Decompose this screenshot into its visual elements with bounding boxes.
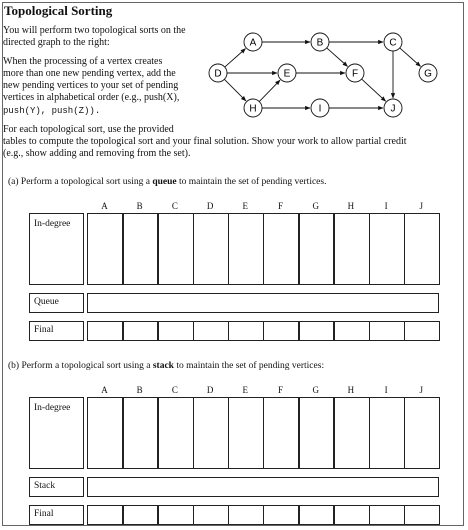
node-c (384, 33, 402, 51)
stack-table-final-cell-7[interactable] (298, 505, 335, 525)
edge-b-f (327, 48, 348, 66)
edge-f-j (362, 79, 386, 101)
edge-d-h (224, 79, 246, 101)
queue-table-indegree-cell-j[interactable] (404, 213, 441, 285)
queue-table-col-header-b: B (136, 201, 143, 211)
node-g (419, 64, 437, 82)
stack-table-final-label: Final (34, 509, 54, 519)
stack-table-stack-label: Stack (34, 481, 56, 491)
queue-table-col-header-e: E (242, 201, 249, 211)
queue-table-queue-label: Queue (34, 297, 59, 307)
stack-table-indegree-cell-h[interactable] (333, 397, 370, 469)
stack-table-indegree-cell-a[interactable] (87, 397, 124, 469)
stack-table-final-cell-4[interactable] (193, 505, 230, 525)
instruction-line: tables to compute the topological sort and your final solution. Show your work to allow partial credit (3, 136, 407, 147)
stack-table-stack-field[interactable] (87, 477, 439, 497)
stack-table-col-header-h: H (347, 385, 355, 395)
stack-table-col-header-g: G (312, 385, 319, 395)
queue-table-col-header-d: D (206, 201, 214, 211)
node-d (209, 64, 227, 82)
svg-text:J: J (390, 103, 396, 115)
stack-table-final-cell-9[interactable] (369, 505, 406, 525)
edge-h-e (259, 80, 280, 101)
queue-table-final-cell-6[interactable] (263, 321, 300, 341)
queue-table-col-header-c: C (171, 201, 178, 211)
node-b (311, 33, 329, 51)
node-e (278, 64, 296, 82)
svg-text:F: F (351, 68, 359, 80)
queue-table-col-header-f: F (277, 201, 283, 211)
stack-table-col-header-b: B (136, 385, 143, 395)
rule-line: more than one new pending vertex, add the (3, 68, 176, 79)
stack-table-final-cell-10[interactable] (404, 505, 441, 525)
stack-table-indegree-label: In-degree (34, 403, 71, 413)
stack-table-col-header-j: J (419, 385, 424, 395)
svg-text:A: A (249, 37, 257, 49)
queue-table-indegree-cell-c[interactable] (157, 213, 194, 285)
stack-table-final-cell-1[interactable] (87, 505, 124, 525)
intro-line: You will perform two topological sorts on the (3, 25, 186, 36)
queue-table-indegree-cell-i[interactable] (369, 213, 406, 285)
stack-table-col-header-c: C (171, 385, 178, 395)
stack-table-indegree-cell-f[interactable] (263, 397, 300, 469)
queue-table-indegree-cell-f[interactable] (263, 213, 300, 285)
queue-table-final-cell-9[interactable] (369, 321, 406, 341)
stack-table-final-cell-5[interactable] (228, 505, 265, 525)
queue-table-indegree-cell-h[interactable] (333, 213, 370, 285)
rule-line: new pending vertices to your set of pending (3, 80, 179, 91)
edge-c-g (400, 48, 421, 66)
queue-table-final-cell-7[interactable] (298, 321, 335, 341)
stack-table-final-cell-3[interactable] (157, 505, 194, 525)
stack-table-col-header-a: A (101, 385, 108, 395)
stack-table-indegree-cell-e[interactable] (228, 397, 265, 469)
stack-table-indegree-cell-d[interactable] (193, 397, 230, 469)
queue-table-indegree-cell-b[interactable] (122, 213, 159, 285)
stack-table-final-cell-8[interactable] (333, 505, 370, 525)
stack-table-final-cell-6[interactable] (263, 505, 300, 525)
instruction-line: For each topological sort, use the provided (3, 124, 174, 135)
rule-line: push(Y), push(Z)). (3, 106, 101, 116)
queue-table-final-cell-3[interactable] (157, 321, 194, 341)
node-j (384, 99, 402, 117)
stack-table-indegree-cell-j[interactable] (404, 397, 441, 469)
stack-table-indegree-cell-b[interactable] (122, 397, 159, 469)
queue-table-final-cell-8[interactable] (333, 321, 370, 341)
node-f (346, 64, 364, 82)
queue-table-final-cell-5[interactable] (228, 321, 265, 341)
instruction-line: (e.g., show adding and removing from the set). (3, 148, 191, 159)
svg-text:G: G (424, 68, 432, 80)
page-title: Topological Sorting (4, 3, 113, 18)
queue-table-indegree-cell-a[interactable] (87, 213, 124, 285)
svg-text:I: I (318, 103, 322, 115)
edge-d-a (225, 49, 246, 67)
queue-table-col-header-h: H (347, 201, 355, 211)
stack-table-indegree-cell-c[interactable] (157, 397, 194, 469)
queue-table-final-cell-10[interactable] (404, 321, 441, 341)
queue-table-indegree-cell-d[interactable] (193, 213, 230, 285)
stack-table-indegree-cell-g[interactable] (298, 397, 335, 469)
queue-table-final-label: Final (34, 325, 54, 335)
intro-line: directed graph to the right: (3, 37, 110, 48)
queue-table-final-cell-1[interactable] (87, 321, 124, 341)
node-i (311, 99, 329, 117)
rule-line: When the processing of a vertex creates (3, 56, 163, 67)
part-a-prompt: (a) Perform a topological sort using a queue to maintain the set of pending vertices. (8, 177, 327, 187)
node-h (244, 99, 262, 117)
stack-table-indegree-cell-i[interactable] (369, 397, 406, 469)
svg-text:B: B (316, 37, 324, 49)
queue-table-col-header-i: I (384, 201, 388, 211)
queue-table-final-cell-4[interactable] (193, 321, 230, 341)
queue-table-queue-field[interactable] (87, 293, 439, 313)
part-b-prompt: (b) Perform a topological sort using a stack to maintain the set of pending vertices: (8, 361, 325, 371)
stack-table-col-header-i: I (384, 385, 388, 395)
stack-table-col-header-e: E (242, 385, 249, 395)
stack-table-final-cell-2[interactable] (122, 505, 159, 525)
rule-line: vertices in alphabetical order (e.g., push(X), (3, 92, 180, 103)
queue-table-indegree-cell-g[interactable] (298, 213, 335, 285)
svg-text:C: C (389, 37, 397, 49)
queue-table-col-header-g: G (312, 201, 319, 211)
queue-table-indegree-cell-e[interactable] (228, 213, 265, 285)
svg-text:H: H (249, 103, 257, 115)
svg-text:D: D (214, 68, 222, 80)
node-a (244, 33, 262, 51)
queue-table-indegree-label: In-degree (34, 219, 71, 229)
directed-graph (198, 20, 460, 128)
queue-table-col-header-j: J (419, 201, 424, 211)
stack-table-col-header-f: F (277, 385, 283, 395)
stack-table-col-header-d: D (206, 385, 214, 395)
queue-table-col-header-a: A (101, 201, 108, 211)
svg-text:E: E (283, 68, 291, 80)
queue-table-final-cell-2[interactable] (122, 321, 159, 341)
